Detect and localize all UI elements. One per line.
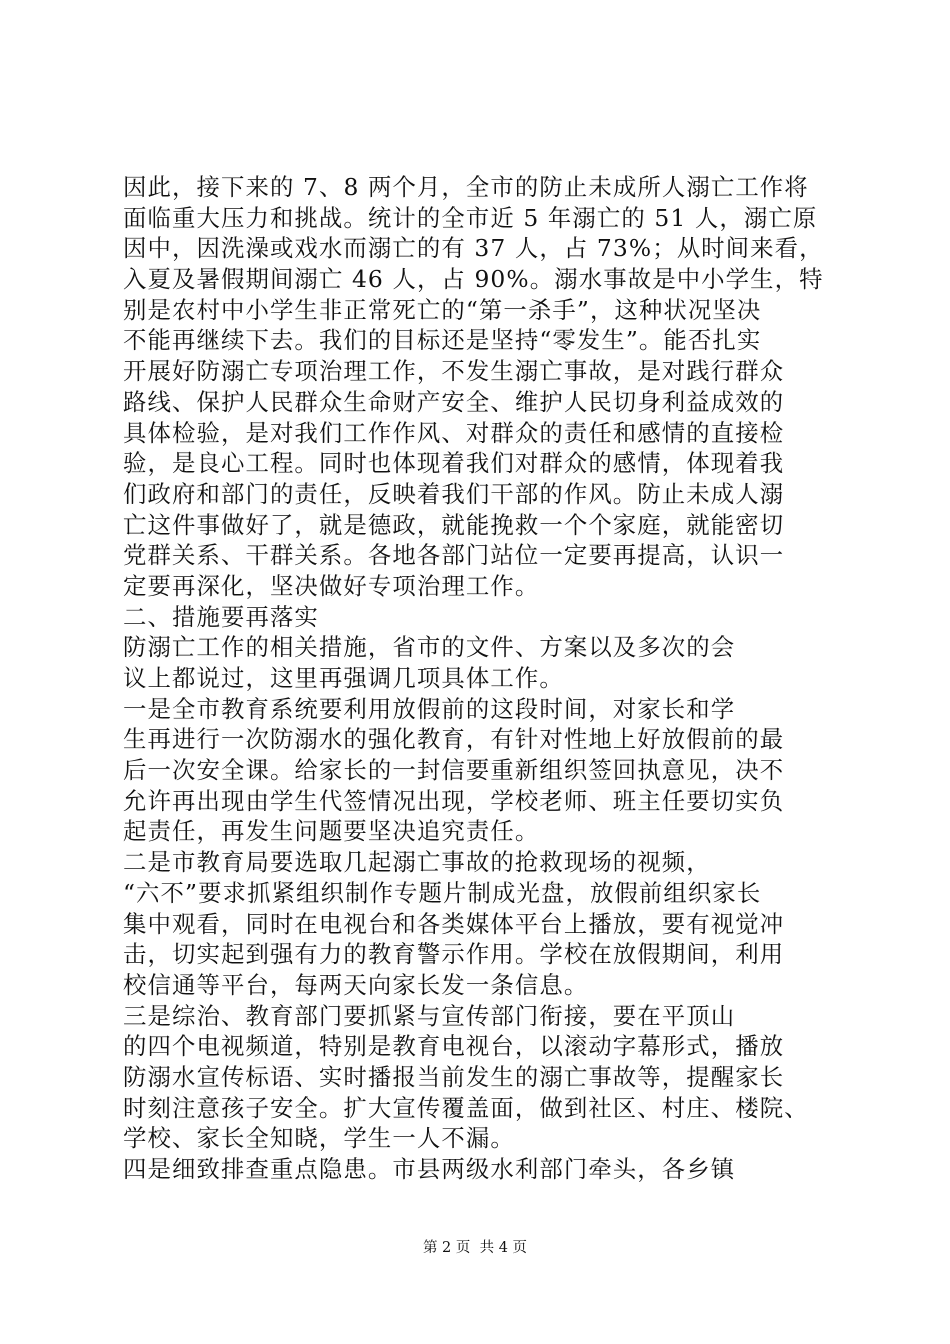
text-line: 因中，因洗澡或戏水而溺亡的有 37 人，占 73%；从时间来看， <box>123 234 824 263</box>
text-line: 党群关系、干群关系。各地各部门站位一定要再提高，认识一 <box>123 541 785 570</box>
text-line: 后一次安全课。给家长的一封信要重新组织签回执意见，决不 <box>123 756 785 785</box>
text-line: 一是全市教育系统要利用放假前的这段时间，对家长和学 <box>123 694 736 723</box>
text-line: 学校、家长全知晓，学生一人不漏。 <box>123 1124 515 1153</box>
text-line: 四是细致排查重点隐患。市县两级水利部门牵头，各乡镇 <box>123 1155 736 1183</box>
text-line: 议上都说过，这里再强调几项具体工作。 <box>123 664 564 692</box>
text-line: 起责任，再发生问题要坚决追究责任。 <box>123 817 540 846</box>
text-line: 时刻注意孩子安全。扩大宣传覆盖面，做到社区、村庄、楼院、 <box>123 1093 809 1122</box>
text-line: 入夏及暑假期间溺亡 46 人，占 90%。溺水事故是中小学生，特 <box>123 265 824 294</box>
text-line: 不能再继续下去。我们的目标还是坚持“零发生”。能否扎实 <box>123 326 762 355</box>
text-line: 三是综治、教育部门要抓紧与宣传部门衔接，要在平顶山 <box>123 1001 736 1030</box>
text-line: 因此，接下来的 7、8 两个月，全市的防止未成所人溺亡工作将 <box>123 173 809 201</box>
text-line: 校信通等平台，每两天向家长发一条信息。 <box>123 970 589 999</box>
text-line: 路线、保护人民群众生命财产安全、维护人民切身利益成效的 <box>123 387 785 416</box>
text-line: “六不”要求抓紧组织制作专题片制成光盘，放假前组织家长 <box>123 878 762 907</box>
text-line: 生再进行一次防溺水的强化教育，有针对性地上好放假前的最 <box>123 725 785 754</box>
page-footer <box>0 1238 950 1258</box>
text-line: 的四个电视频道，特别是教育电视台，以滚动字幕形式，播放 <box>123 1032 785 1061</box>
page-number: 第 2 页 共 4 页 <box>422 1240 528 1256</box>
text-line: 开展好防溺亡专项治理工作，不发生溺亡事故，是对践行群众 <box>123 357 785 386</box>
section-heading: 二、措施要再落实 <box>123 602 319 631</box>
text-line: 二是市教育局要选取几起溺亡事故的抢救现场的视频， <box>123 848 711 877</box>
text-line: 击，切实起到强有力的教育警示作用。学校在放假期间，利用 <box>123 940 785 969</box>
text-line: 面临重大压力和挑战。统计的全市近 5 年溺亡的 51 人，溺亡原 <box>123 203 818 232</box>
text-line: 防溺水宣传标语、实时播报当前发生的溺亡事故等，提醒家长 <box>123 1062 785 1091</box>
text-line: 验，是良心工程。同时也体现着我们对群众的感情，体现着我 <box>123 449 785 478</box>
text-line: 定要再深化，坚决做好专项治理工作。 <box>123 571 540 600</box>
text-line: 允许再出现由学生代签情况出现，学校老师、班主任要切实负 <box>123 786 785 815</box>
text-line: 们政府和部门的责任，反映着我们干部的作风。防止未成人溺 <box>123 479 785 508</box>
text-line: 亡这件事做好了，就是德政，就能挽救一个个家庭，就能密切 <box>123 510 785 539</box>
text-line: 具体检验，是对我们工作作风、对群众的责任和感情的直接检 <box>123 418 785 447</box>
document-body <box>123 172 843 1185</box>
text-line: 集中观看，同时在电视台和各类媒体平台上播放，要有视觉冲 <box>123 909 785 938</box>
text-line: 防溺亡工作的相关措施，省市的文件、方案以及多次的会 <box>123 633 736 662</box>
text-line: 别是农村中小学生非正常死亡的“第一杀手”，这种状况坚决 <box>123 295 762 324</box>
